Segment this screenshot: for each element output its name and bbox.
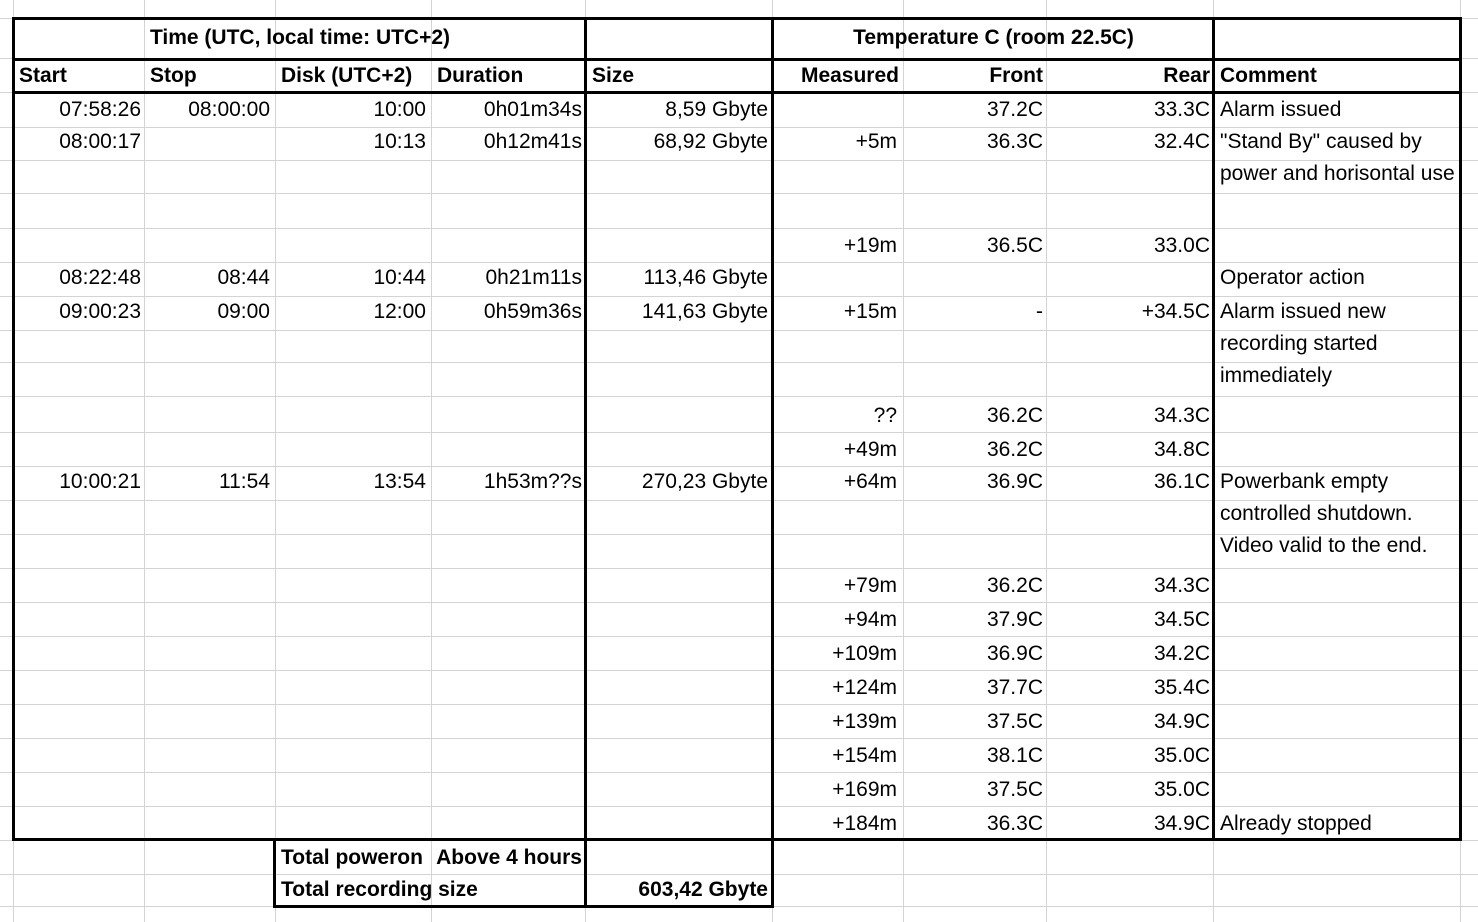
header-comment: Comment bbox=[1220, 64, 1317, 87]
grid-line-horizontal bbox=[0, 568, 1478, 569]
header-front: Front bbox=[989, 64, 1043, 87]
cell-measured: +109m bbox=[832, 642, 897, 665]
cell-front: 37.5C bbox=[986, 710, 1043, 733]
total-recording-label: Total recording size bbox=[281, 878, 478, 901]
cell-disk: 13:54 bbox=[373, 470, 426, 493]
grid-line-horizontal bbox=[0, 193, 1478, 194]
cell-front: 36.9C bbox=[986, 470, 1043, 493]
cell-measured: ?? bbox=[873, 404, 897, 427]
cell-measured: +184m bbox=[832, 812, 897, 835]
cell-front: 37.9C bbox=[986, 608, 1043, 631]
cell-size: 270,23 Gbyte bbox=[641, 470, 768, 493]
cell-duration: 1h53m??s bbox=[483, 470, 582, 493]
cell-front: 37.2C bbox=[986, 98, 1043, 121]
total-recording-value: 603,42 Gbyte bbox=[638, 878, 768, 901]
header-temperature-group: Temperature C (room 22.5C) bbox=[853, 26, 1134, 49]
cell-front: - bbox=[1036, 300, 1043, 323]
cell-comment: "Stand By" caused by power and horisontal use bbox=[1220, 130, 1455, 185]
grid-line-horizontal bbox=[0, 432, 1478, 433]
cell-comment: Alarm issued bbox=[1220, 98, 1342, 121]
grid-line-horizontal bbox=[0, 636, 1478, 637]
cell-duration: 0h59m36s bbox=[483, 300, 582, 323]
cell-front: 36.2C bbox=[986, 404, 1043, 427]
cell-stop: 09:00 bbox=[217, 300, 270, 323]
total-poweron-label: Total poweron bbox=[281, 846, 423, 869]
cell-rear: 35.0C bbox=[1153, 744, 1210, 767]
cell-duration: 0h21m11s bbox=[485, 266, 582, 289]
header-duration: Duration bbox=[437, 64, 524, 87]
header-start: Start bbox=[19, 64, 67, 87]
total-poweron-value: Above 4 hours bbox=[436, 846, 582, 869]
grid-line-horizontal bbox=[0, 602, 1478, 603]
cell-comment: Alarm issued new recording started immediately bbox=[1220, 300, 1386, 387]
cell-rear: 35.0C bbox=[1153, 778, 1210, 801]
cell-size: 141,63 Gbyte bbox=[641, 300, 768, 323]
cell-rear: 34.9C bbox=[1153, 710, 1210, 733]
cell-rear: 33.0C bbox=[1153, 234, 1210, 257]
cell-size: 113,46 Gbyte bbox=[643, 266, 768, 289]
cell-rear: 35.4C bbox=[1153, 676, 1210, 699]
cell-rear: 34.3C bbox=[1153, 574, 1210, 597]
cell-stop: 08:44 bbox=[217, 266, 270, 289]
cell-measured: +49m bbox=[843, 438, 897, 461]
cell-front: 38.1C bbox=[986, 744, 1043, 767]
cell-front: 36.9C bbox=[986, 642, 1043, 665]
cell-rear: 34.9C bbox=[1153, 812, 1210, 835]
cell-stop: 11:54 bbox=[219, 470, 270, 493]
grid-line-horizontal bbox=[0, 396, 1478, 397]
header-time-group: Time (UTC, local time: UTC+2) bbox=[149, 26, 451, 49]
cell-rear: 34.8C bbox=[1153, 438, 1210, 461]
cell-rear: +34.5C bbox=[1141, 300, 1210, 323]
grid-line-horizontal bbox=[0, 228, 1478, 229]
cell-rear: 34.2C bbox=[1153, 642, 1210, 665]
grid-line-horizontal bbox=[0, 670, 1478, 671]
cell-measured: +154m bbox=[832, 744, 897, 767]
grid-line-horizontal bbox=[0, 738, 1478, 739]
cell-measured: +19m bbox=[843, 234, 897, 257]
cell-start: 08:22:48 bbox=[59, 266, 141, 289]
header-stop: Stop bbox=[150, 64, 197, 87]
cell-size: 68,92 Gbyte bbox=[653, 130, 768, 153]
cell-stop: 08:00:00 bbox=[188, 98, 270, 121]
cell-measured: +5m bbox=[855, 130, 897, 153]
cell-measured: +15m bbox=[843, 300, 897, 323]
cell-measured: +79m bbox=[843, 574, 897, 597]
cell-front: 37.5C bbox=[986, 778, 1043, 801]
cell-disk: 10:13 bbox=[373, 130, 426, 153]
cell-measured: +139m bbox=[832, 710, 897, 733]
cell-measured: +94m bbox=[843, 608, 897, 631]
grid-line-horizontal bbox=[0, 806, 1478, 807]
cell-start: 10:00:21 bbox=[59, 470, 141, 493]
cell-rear: 34.5C bbox=[1153, 608, 1210, 631]
cell-front: 36.3C bbox=[986, 130, 1043, 153]
cell-front: 36.5C bbox=[986, 234, 1043, 257]
cell-front: 37.7C bbox=[986, 676, 1043, 699]
header-measured: Measured bbox=[800, 64, 899, 87]
cell-disk: 12:00 bbox=[373, 300, 426, 323]
table-border-top bbox=[12, 17, 1462, 20]
cell-start: 07:58:26 bbox=[59, 98, 141, 121]
cell-rear: 36.1C bbox=[1153, 470, 1210, 493]
cell-rear: 32.4C bbox=[1153, 130, 1210, 153]
grid-line-horizontal bbox=[0, 772, 1478, 773]
cell-comment: Operator action bbox=[1220, 266, 1365, 289]
cell-front: 36.2C bbox=[986, 438, 1043, 461]
column-border-comment bbox=[1212, 17, 1215, 841]
cell-disk: 10:44 bbox=[373, 266, 426, 289]
cell-size: 8,59 Gbyte bbox=[665, 98, 768, 121]
cell-measured: +169m bbox=[832, 778, 897, 801]
cell-comment: Powerbank empty controlled shutdown. Video valid to the end. bbox=[1220, 470, 1428, 557]
header-size: Size bbox=[592, 64, 635, 87]
cell-front: 36.3C bbox=[986, 812, 1043, 835]
header-rear: Rear bbox=[1163, 64, 1210, 87]
cell-rear: 33.3C bbox=[1153, 98, 1210, 121]
cell-duration: 0h01m34s bbox=[483, 98, 582, 121]
grid-line-horizontal bbox=[0, 704, 1478, 705]
cell-rear: 34.3C bbox=[1153, 404, 1210, 427]
table-border-right bbox=[1459, 17, 1462, 841]
cell-measured: +124m bbox=[832, 676, 897, 699]
cell-duration: 0h12m41s bbox=[483, 130, 582, 153]
grid-line-vertical bbox=[144, 0, 145, 922]
header-disk: Disk (UTC+2) bbox=[281, 64, 413, 87]
cell-comment: Already stopped bbox=[1220, 812, 1372, 835]
totals-border-left bbox=[273, 840, 276, 908]
cell-front: 36.2C bbox=[986, 574, 1043, 597]
cell-measured: +64m bbox=[843, 470, 897, 493]
cell-start: 08:00:17 bbox=[59, 130, 141, 153]
cell-disk: 10:00 bbox=[373, 98, 426, 121]
cell-start: 09:00:23 bbox=[59, 300, 141, 323]
